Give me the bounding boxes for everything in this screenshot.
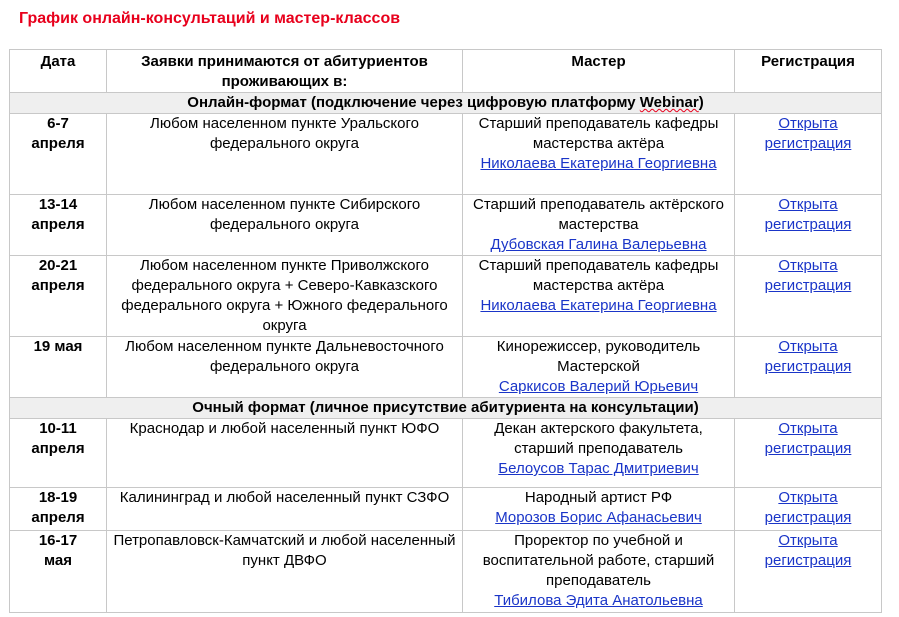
date-month: апреля xyxy=(31,216,85,233)
master-position: Старший преподаватель кафедры мастерства актёра xyxy=(478,115,719,152)
registration-cell xyxy=(735,195,882,256)
master-cell xyxy=(463,337,735,398)
master-name-link[interactable]: Николаева Екатерина Георгиевна xyxy=(480,297,717,314)
header-date: Дата xyxy=(10,50,107,93)
master-name-link[interactable]: Морозов Борис Афанасьевич xyxy=(495,509,702,526)
table-row xyxy=(10,531,882,613)
master-cell xyxy=(463,419,735,488)
master-cell xyxy=(463,195,735,256)
page-title: График онлайн-консультаций и мастер-классов xyxy=(19,10,401,27)
master-cell xyxy=(463,488,735,531)
date-cell xyxy=(10,114,107,195)
registration-link[interactable]: Открыта регистрация xyxy=(764,115,852,152)
region-cell: Любом населенном пункте Приволжского федерального округа + Северо-Кавказского федерального округа + Южного федерального округа xyxy=(107,256,463,337)
schedule-table xyxy=(9,49,882,613)
date-cell xyxy=(10,256,107,337)
table-row xyxy=(10,419,882,488)
date-range: 6-7 xyxy=(47,115,69,132)
region-cell: Краснодар и любой населенный пункт ЮФО xyxy=(107,419,463,488)
master-position: Старший преподаватель кафедры мастерства актёра xyxy=(478,257,719,294)
section-offline-label: Очный формат (личное присутствие абитуриента на консультации) xyxy=(10,398,882,419)
date-range: 16-17 xyxy=(38,532,78,549)
registration-cell xyxy=(735,419,882,488)
master-position: Декан актерского факультета, старший преподаватель xyxy=(494,420,703,457)
region-cell: Любом населенном пункте Дальневосточного федерального округа xyxy=(107,337,463,398)
region-cell: Любом населенном пункте Уральского федерального округа xyxy=(107,114,463,195)
master-name-link[interactable]: Саркисов Валерий Юрьевич xyxy=(498,378,699,395)
date-range: 19 мая xyxy=(33,338,83,355)
table-row xyxy=(10,337,882,398)
date-cell xyxy=(10,337,107,398)
registration-link[interactable]: Открыта регистрация xyxy=(764,257,852,294)
date-month: апреля xyxy=(31,440,85,457)
registration-link[interactable]: Открыта регистрация xyxy=(764,420,852,457)
header-region: Заявки принимаются от абитуриентов проживающих в: xyxy=(107,50,463,93)
region-cell: Любом населенном пункте Сибирского федерального округа xyxy=(107,195,463,256)
date-month: апреля xyxy=(31,509,85,526)
master-cell xyxy=(463,531,735,613)
section-online-label: Онлайн-формат (подключение через цифровую платформу Webinar) xyxy=(10,93,882,114)
date-cell xyxy=(10,195,107,256)
master-name-link[interactable]: Николаева Екатерина Георгиевна xyxy=(480,155,717,172)
registration-cell xyxy=(735,531,882,613)
header-master: Мастер xyxy=(463,50,735,93)
section-online xyxy=(10,93,882,114)
registration-cell xyxy=(735,488,882,531)
master-position: Проректор по учебной и воспитательной работе, старший преподаватель xyxy=(482,532,715,589)
date-month: апреля xyxy=(31,135,85,152)
region-cell: Петропавловск-Камчатский и любой населенный пункт ДВФО xyxy=(107,531,463,613)
table-row xyxy=(10,256,882,337)
section-offline xyxy=(10,398,882,419)
date-month: апреля xyxy=(31,277,85,294)
registration-link[interactable]: Открыта регистрация xyxy=(764,196,852,233)
header-row xyxy=(10,50,882,93)
master-name-link[interactable]: Дубовская Галина Валерьевна xyxy=(490,236,707,253)
table-row xyxy=(10,195,882,256)
table-row xyxy=(10,488,882,531)
header-registration: Регистрация xyxy=(735,50,882,93)
registration-link[interactable]: Открыта регистрация xyxy=(764,532,852,569)
date-cell xyxy=(10,419,107,488)
date-cell xyxy=(10,488,107,531)
master-position: Народный артист РФ xyxy=(524,489,673,506)
registration-cell xyxy=(735,256,882,337)
master-name-link[interactable]: Белоусов Тарас Дмитриевич xyxy=(498,460,699,477)
date-range: 18-19 xyxy=(38,489,78,506)
date-cell xyxy=(10,531,107,613)
platform-name: Webinar xyxy=(639,94,699,111)
master-cell xyxy=(463,256,735,337)
region-cell: Калининград и любой населенный пункт СЗФО xyxy=(107,488,463,531)
date-month: мая xyxy=(44,552,72,569)
master-position: Кинорежиссер, руководитель Мастерской xyxy=(496,338,701,375)
registration-cell xyxy=(735,337,882,398)
date-range: 10-11 xyxy=(39,420,77,437)
date-range: 20-21 xyxy=(38,257,78,274)
date-range: 13-14 xyxy=(38,196,78,213)
table-row xyxy=(10,114,882,195)
master-cell xyxy=(463,114,735,195)
registration-link[interactable]: Открыта регистрация xyxy=(764,338,852,375)
registration-link[interactable]: Открыта регистрация xyxy=(764,489,852,526)
master-name-link[interactable]: Тибилова Эдита Анатольевна xyxy=(494,592,703,609)
master-position: Старший преподаватель актёрского мастерства xyxy=(473,196,724,233)
registration-cell xyxy=(735,114,882,195)
